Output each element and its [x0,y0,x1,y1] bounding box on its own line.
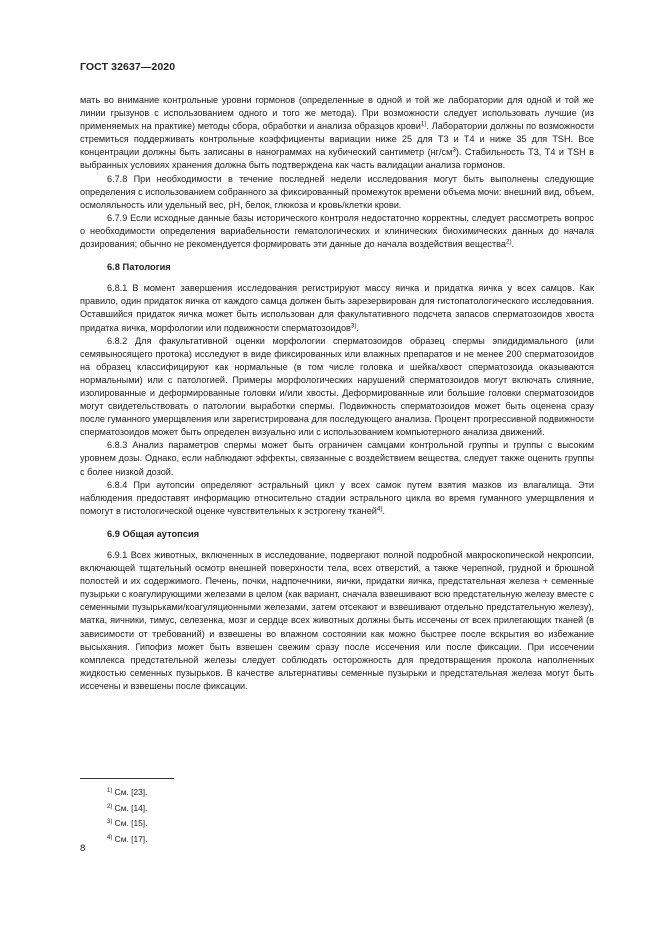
document-header [80,61,175,73]
paragraph-6-8-3: 6.8.3 Анализ параметров спермы может быть ограничен самцами контрольной группы и группы с высоким уровнем дозы. Однако, если наблюдают эффекты, связанные с воздействием вещества, следует также оценить группы с более низкой дозой. [80,440,594,477]
paragraph-6-7-9: 6.7.9 Если исходные данные базы исторического контроля недостаточно корректны, следует рассмотреть вопрос о необходимости определения вариабельности гематологических и клинических биохимических данных до начала дозирования; обычно не рекомендуется формировать эти данные до начала воздействия вещества$^{2)}$. [80,212,594,250]
footnotes [107,785,147,847]
paragraph-6-8-2: 6.8.2 Для факультативной оценки морфологии сперматозоидов образец спермы эпидидимального (или семявыносящего протока) исследуют в виде фиксированных или влажных препаратов и не менее 200 сперматозоидов на образец классифицируют как нормальные (в том числе головка и шейка/хвост сперматозоида оказываются нормальными) или с патологией. Примеры морфологических нарушений сперматозоидов могут включать слияние, изолированные и деформированные головки и/или хвосты. Деформированные или большие головки сперматозоидов могут свидетельствовать о патологии выработки спермы. Подвижность сперматозоидов может быть оценена сразу после гуманного умерщвления или зарегистрирована для последующего анализа. Процент прогрессивной подвижности сперматозоидов может быть определен визуально или с использованием компьютерного анализа движений. [80,335,594,438]
footnote-ref-2[interactable]: 2) [506,238,512,246]
footnote-separator [80,778,174,779]
paragraph-6-9-1: 6.9.1 Всех животных, включенных в исследование, подвергают полной подробной макроскопической некропсии, включающей тщательный осмотр внешней поверхности тела, всех отверстий, а также черепной, грудной и брюшной полостей и их содержимого. Печень, почки, надпочечники, яички, придатки яичка, предстательная железа + семенные пузырьки с коагулирующими железами в целом (как вариант, сначала взвешивают всю предстательную железу вместе с семенными пузырьками/коагуляционными железами, затем отсекают и взвешивают отдельно предстательную железу), матка, яичники, тимус, селезенка, мозг и сердце всех животных должны быть иссечены от всех прилегающих тканей (в зависимости от требований) и взвешены во влажном состоянии как можно быстрее после вскрытия во избежание высыхания. Гипофиз может быть взвешен свежим сразу после иссечения или после фиксации. При иссечении комплекса предстательной железы следует соблюдать осторожность для предотвращения прокола наполненных жидкостью семенных пузырьков. В качестве альтернативы семенные пузырьки и предстательная железа могут быть иссечены и взвешены после фиксации. [80,550,594,691]
paragraph-6-7-8: 6.7.8 При необходимости в течение последней недели исследования могут быть выполнены следующие определения с использованием собранного за фиксированный промежуток времени объема мочи: внешний вид, объем, осмоляльность или удельный вес, рН, белок, глюкоза и кровь/клетки крови. [80,173,594,210]
paragraph-6-8-1: 6.8.1 В момент завершения исследования регистрируют массу яичка и придатка яичка у всех самцов. Как правило, один придаток яичка от каждого самца должен быть зарезервирован для гистопатологического исследования. Оставшийся придаток яичка может быть использован для факультативного подсчета запасов сперматозоидов хвоста придатка яичка, морфологии или подвижности сперматозоидов$^{3)}$. [80,283,594,333]
main-text [80,94,594,693]
paragraph-6-8-4: 6.8.4 При аутопсии определяют эстральный цикл у всех самок путем взятия мазков из влагалища. Эти наблюдения предоставят информацию относительно стадии эстрального цикла во время гуманного умерщвления и помогут в гистологической оценке чувствительных к эстрогену тканей$^{4)}$. [80,479,594,516]
footnote-3: $^{3)}$ См. [15]. [107,818,148,829]
section-heading-6-8: 6.8 Патология [107,262,171,273]
standard-title: ГОСТ 32637—2020 [80,61,176,73]
footnote-ref-3[interactable]: 3) [350,322,357,329]
page-number: 8 [80,843,86,854]
footnote-ref-4[interactable]: 4) [376,505,383,513]
unit-superscript: 3 [452,146,456,154]
footnote-1: $^{1)}$ См. [23]. [107,787,148,797]
footnote-ref-1[interactable]: 1) [420,120,427,128]
footnote-4: $^{4)}$ См. [17]. [107,833,148,844]
section-heading-6-9: 6.9 Общая аутопсия [107,528,200,539]
paragraph-hormone-levels: мать во внимание контрольные уровни гормонов (определенные в одной и той же лаборатории для одной и той же линии грызунов с использованием одного и того же метода). При возможности следует использовать лучшие (из применяемых на практике) методы сбора, обработки и анализа образцов крови$^{1)}$. Лаборатории должны по возможности стремиться поддерживать контрольные коэффициенты вариации ниже 25 для Т3 и Т4 и ниже 35 для TSH. Все концентрации должны быть записаны в нанограммах на кубический сантиметр $(нг/см^3)$. Стабильность Т3, Т4 и TSH в выбранных условиях хранения должна быть подтверждена как часть валидации анализа гормонов. [80,95,594,171]
footnote-2: $^{2)}$ См. [14]. [107,802,148,813]
